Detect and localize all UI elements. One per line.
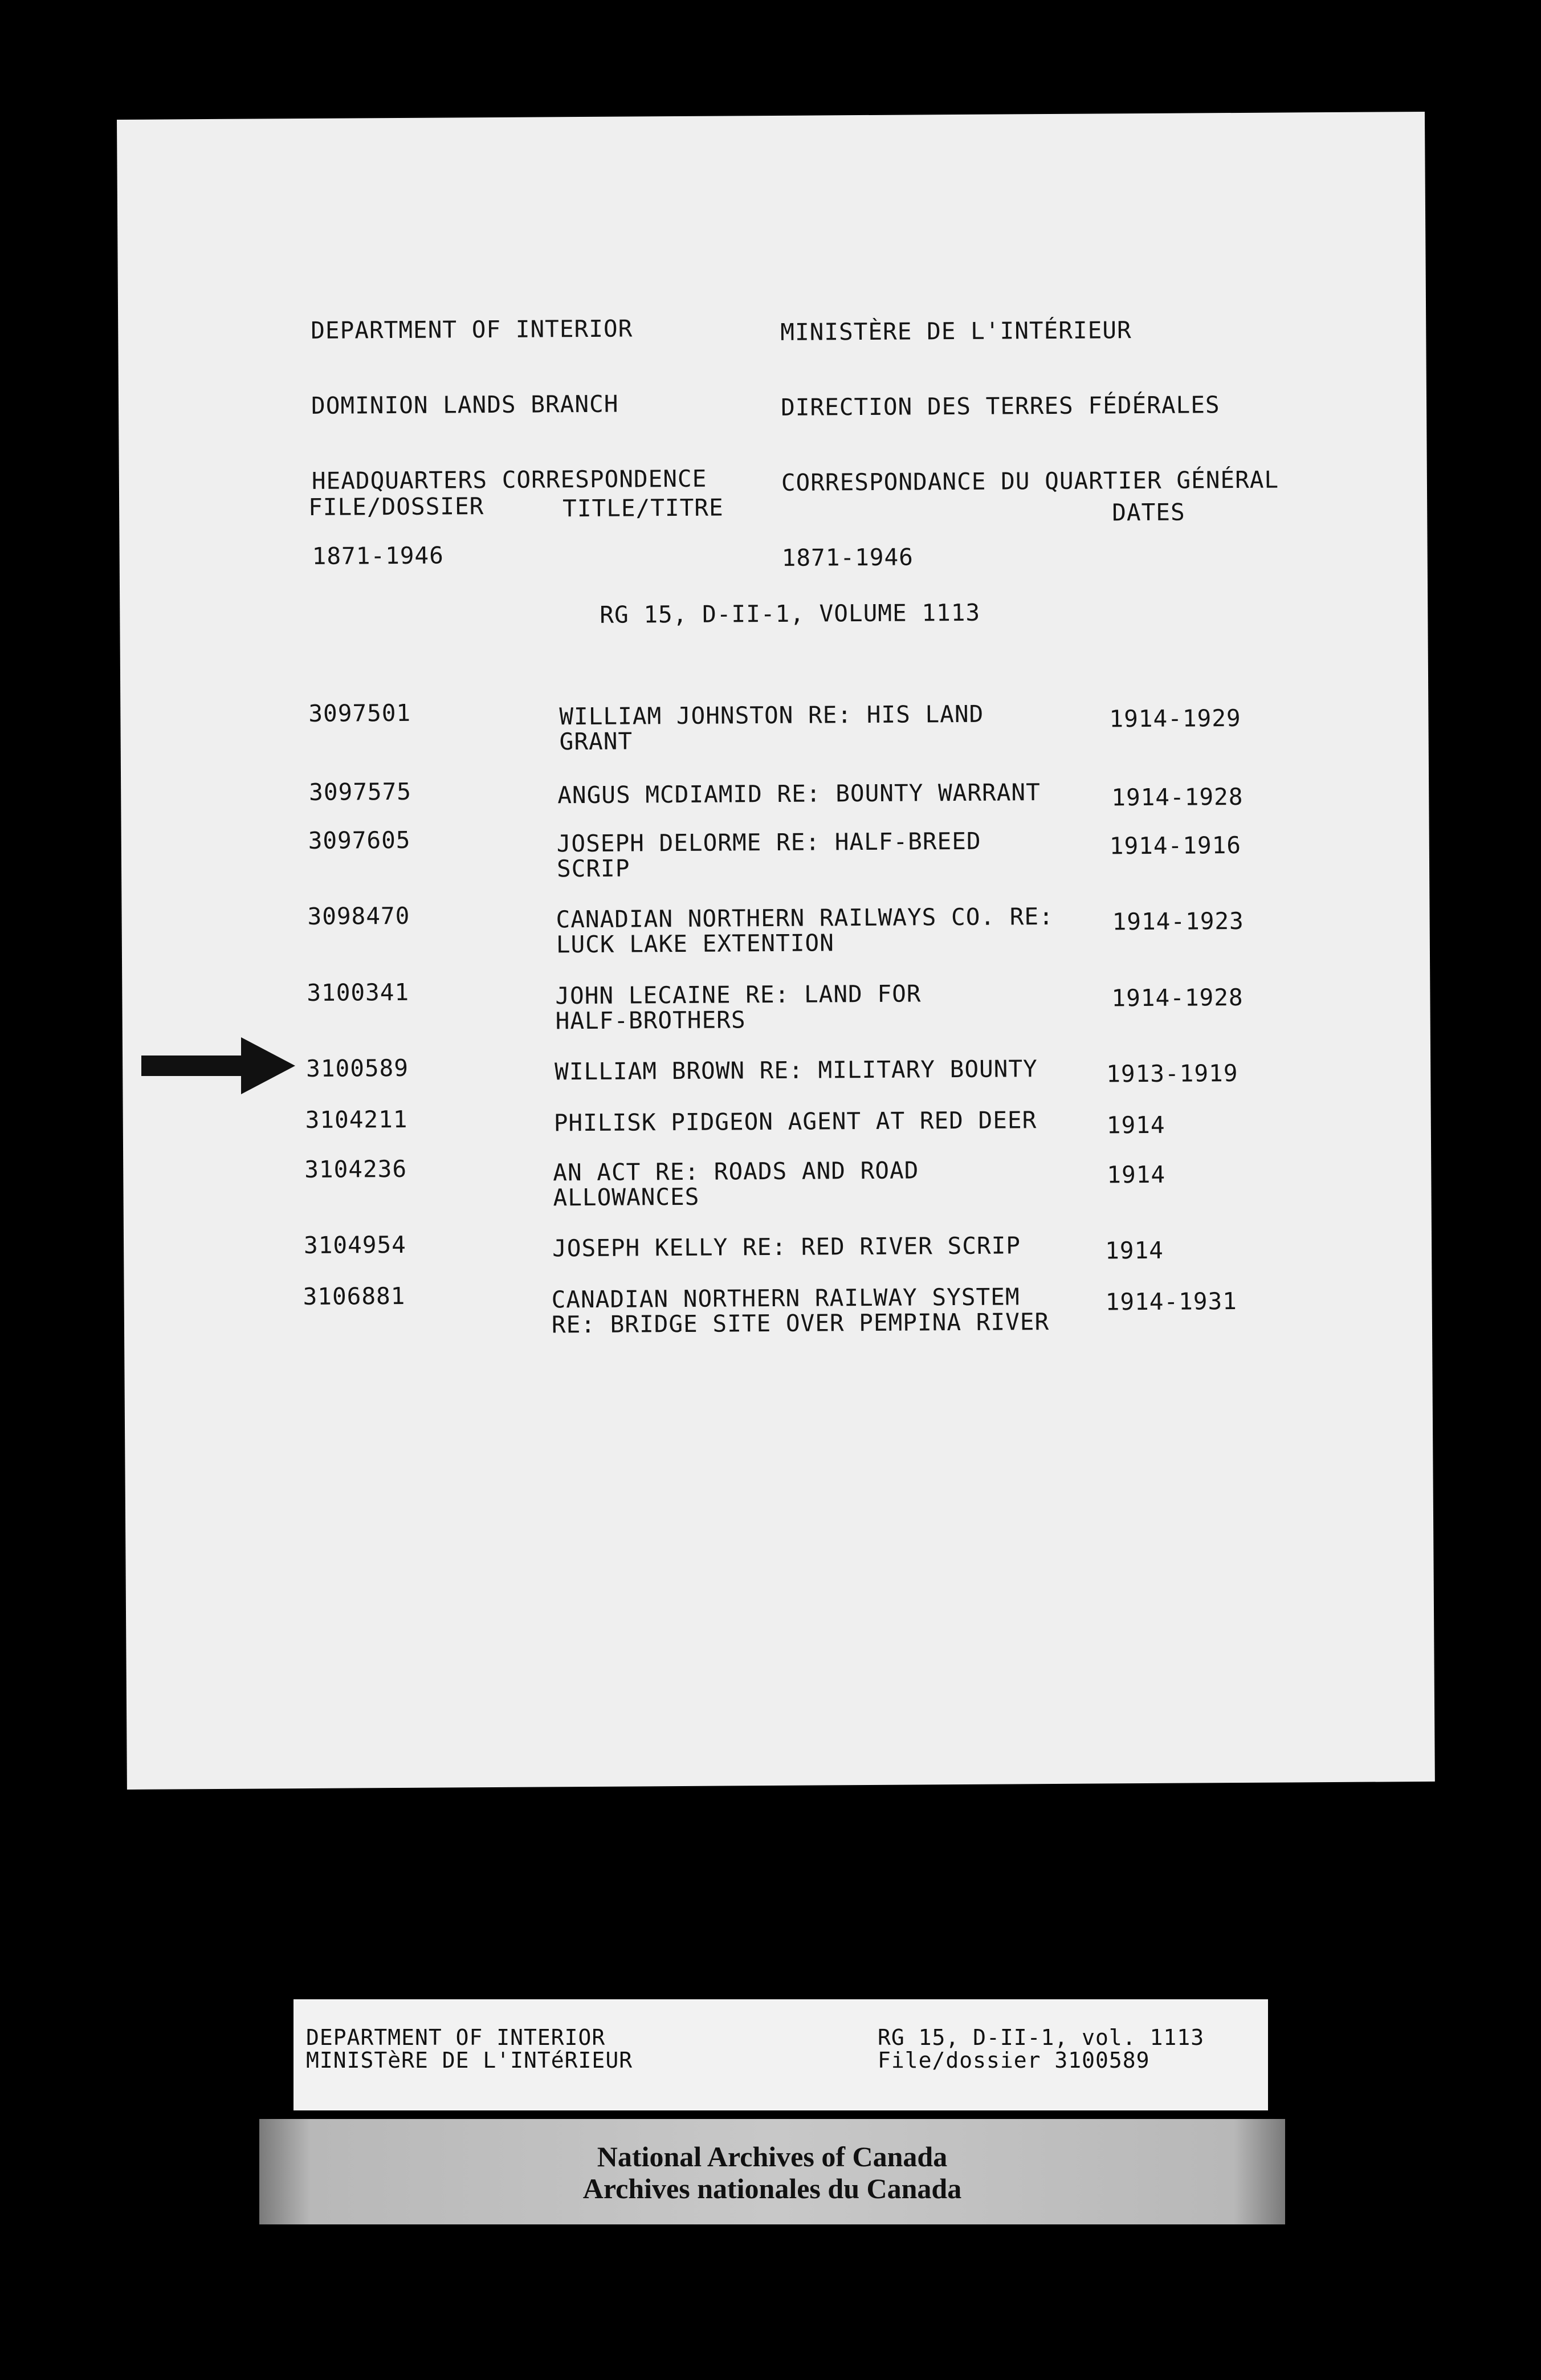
file-title-line: JOHN LECAINE RE: LAND FOR — [555, 980, 922, 1010]
header-en-line: 1871-1946 — [312, 541, 444, 570]
file-dates: 1914-1929 — [1109, 704, 1241, 733]
file-title-line: RE: BRIDGE SITE OVER PEMPINA RIVER — [551, 1308, 1050, 1339]
label-left-line-2: MINISTèRE DE L'INTéRIEUR — [306, 2048, 633, 2073]
volume-heading: RG 15, D-II-1, VOLUME 1113 — [600, 598, 981, 629]
file-title-line: JOSEPH KELLY RE: RED RIVER SCRIP — [552, 1232, 1021, 1262]
header-en-line: DEPARTMENT OF INTERIOR — [311, 315, 633, 344]
label-right-line-1: RG 15, D-II-1, vol. 1113 — [878, 2025, 1205, 2050]
file-dates: 1914-1916 — [1109, 831, 1242, 860]
file-title-line: HALF-BROTHERS — [555, 1006, 746, 1035]
file-number: 3104236 — [304, 1155, 407, 1184]
file-number: 3100589 — [306, 1054, 409, 1083]
file-title — [554, 1107, 1037, 1135]
file-title-line: CANADIAN NORTHERN RAILWAYS CO. RE: — [556, 902, 1054, 934]
header-french — [780, 267, 1280, 621]
file-title-line: PHILISK PIDGEON AGENT AT RED DEER — [553, 1106, 1037, 1137]
file-dates: 1914-1928 — [1111, 983, 1244, 1012]
file-title-line: WILLIAM JOHNSTON RE: HIS LAND — [559, 700, 984, 731]
archives-stamp — [259, 2119, 1285, 2224]
file-title-line: SCRIP — [556, 854, 630, 883]
header-english — [311, 266, 708, 619]
label-right-line-2: File/dossier 3100589 — [878, 2048, 1150, 2073]
file-number: 3100341 — [307, 978, 410, 1006]
file-dates: 1914-1928 — [1111, 783, 1244, 812]
file-number: 3104954 — [303, 1230, 407, 1260]
file-dates: 1913-1919 — [1106, 1059, 1238, 1088]
file-title — [557, 829, 981, 882]
file-title-line: GRANT — [559, 727, 633, 756]
header-fr-line: DIRECTION DES TERRES FÉDÉRALES — [780, 391, 1220, 421]
stamp-line-1: National Archives of Canada — [597, 2141, 948, 2173]
file-title-line: LUCK LAKE EXTENTION — [556, 929, 834, 959]
column-header-file: FILE/DOSSIER — [308, 492, 484, 521]
file-title — [553, 1158, 919, 1210]
file-number: 3098470 — [307, 902, 410, 930]
header-en-line: DOMINION LANDS BRANCH — [311, 390, 619, 419]
file-dates: 1914-1931 — [1105, 1287, 1238, 1316]
stamp-line-2: Archives nationales du Canada — [582, 2173, 962, 2204]
header-fr-line: MINISTÈRE DE L'INTÉRIEUR — [780, 316, 1132, 346]
file-title — [552, 1233, 1021, 1261]
file-title — [555, 1056, 1038, 1084]
header-en-line: HEADQUARTERS CORRESPONDENCE — [311, 464, 707, 495]
file-title — [555, 981, 922, 1033]
header-fr-line: CORRESPONDANCE DU QUARTIER GÉNÉRAL — [781, 466, 1279, 496]
label-left-line-1: DEPARTMENT OF INTERIOR — [306, 2025, 606, 2050]
file-title — [556, 904, 1054, 957]
file-dates: 1914-1923 — [1112, 907, 1244, 936]
file-dates: 1914 — [1106, 1111, 1165, 1139]
file-title — [552, 1284, 1050, 1337]
file-title — [557, 780, 1041, 808]
document-page — [117, 112, 1435, 1790]
file-dates: 1914 — [1105, 1236, 1164, 1265]
arrow-pointer-icon — [141, 1037, 295, 1094]
file-number: 3097501 — [308, 699, 411, 727]
file-number: 3104211 — [305, 1105, 408, 1134]
archive-label — [293, 1999, 1268, 2110]
file-title — [559, 702, 984, 755]
header-fr-line: 1871-1946 — [781, 543, 914, 572]
file-dates: 1914 — [1107, 1160, 1166, 1189]
file-title-line: CANADIAN NORTHERN RAILWAY SYSTEM — [551, 1283, 1020, 1314]
file-title-line: ALLOWANCES — [553, 1183, 700, 1212]
file-number: 3106881 — [303, 1282, 406, 1311]
file-number: 3097605 — [308, 826, 411, 854]
file-title-line: WILLIAM BROWN RE: MILITARY BOUNTY — [555, 1055, 1038, 1086]
file-title-line: JOSEPH DELORME RE: HALF-BREED — [556, 827, 981, 858]
file-number: 3097575 — [309, 777, 412, 806]
file-title-line: AN ACT RE: ROADS AND ROAD — [553, 1156, 919, 1187]
column-header-title: TITLE/TITRE — [562, 494, 724, 523]
file-title-line: ANGUS MCDIAMID RE: BOUNTY WARRANT — [557, 779, 1041, 809]
column-header-dates: DATES — [1112, 498, 1185, 527]
